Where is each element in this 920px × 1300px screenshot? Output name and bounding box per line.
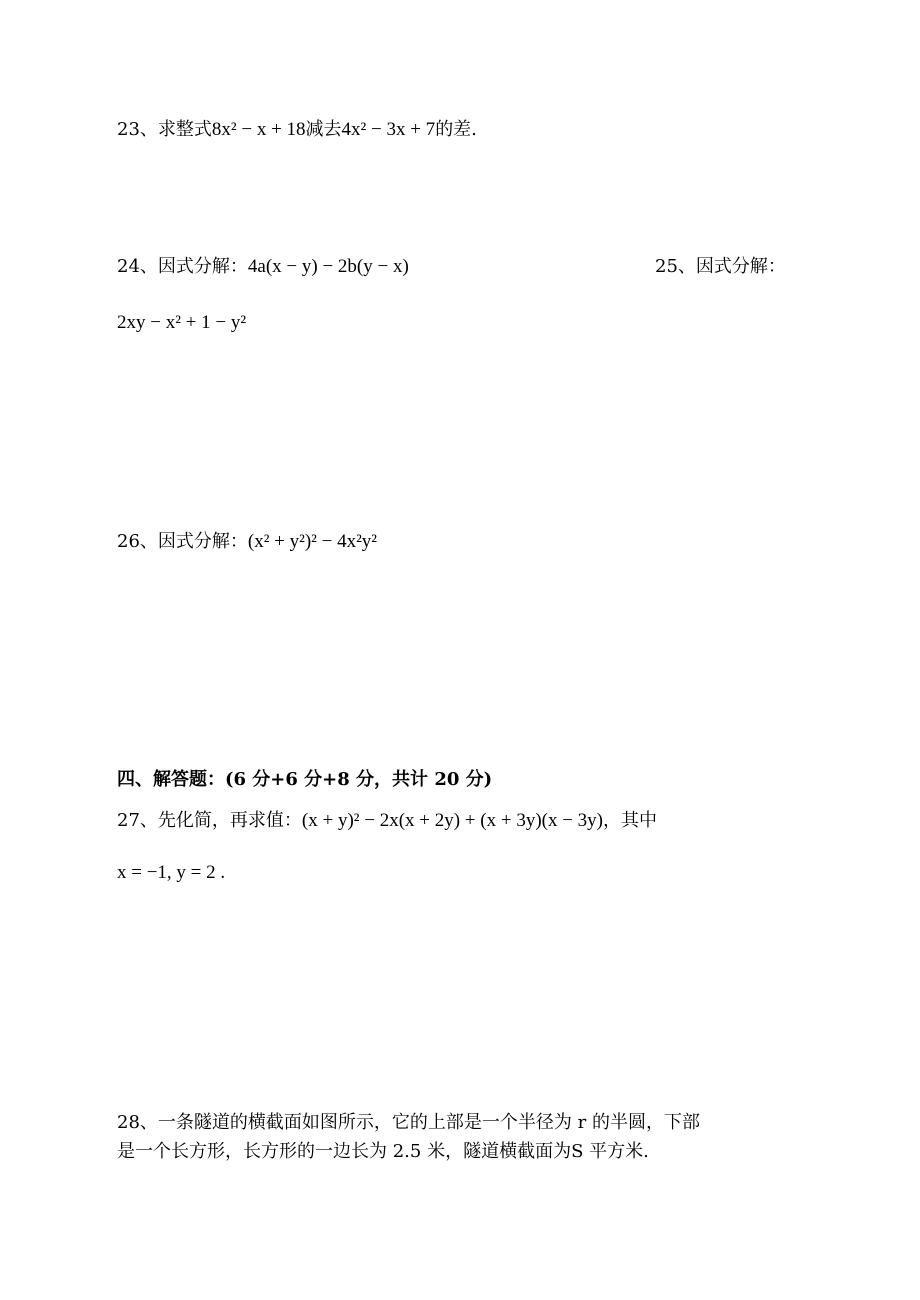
q23-expr1: 8x² − x + 18 [211,119,306,140]
q27-expr: (x + y)² − 2x(x + 2y) + (x + 3y)(x − 3y) [301,810,604,831]
q26-expr: (x² + y²)² − 4x²y² [247,531,377,552]
question-23 [117,118,477,142]
q27-prefix: 先化简，再求值： [157,810,302,831]
q24-expr: 4a(x − y) − 2b(y − x) [247,256,409,277]
question-25-header [655,255,786,279]
q23-expr2: 4x² − 3x + 7 [341,119,436,140]
question-24 [117,255,409,279]
q24-number: 24、 [117,256,158,277]
section-4-heading: 四、解答题：(6 分+6 分+8 分，共计 20 分) [117,769,493,790]
q23-suffix: 的差. [435,119,477,140]
q26-number: 26、 [117,531,158,552]
q23-number: 23、 [117,119,158,140]
q25-number: 25、 [655,256,696,277]
q23-prefix: 求整式 [157,119,212,140]
q24-prefix: 因式分解： [157,256,248,277]
question-28-line-1: 28、一条隧道的横截面如图所示，它的上部是一个半径为 r 的半圆，下部 [117,1112,700,1133]
question-27-condition: x = −1, y = 2 . [117,862,226,883]
q25-prefix: 因式分解： [695,256,786,277]
question-27 [117,809,657,833]
question-28-line-2: 是一个长方形，长方形的一边长为 2.5 米，隧道横截面为S 平方米. [117,1141,649,1162]
q26-prefix: 因式分解： [157,531,248,552]
q23-middle: 减去 [305,119,342,140]
question-26 [117,530,377,554]
q27-suffix: ，其中 [603,810,658,831]
question-25-expression: 2xy − x² + 1 − y² [117,312,247,333]
q27-number: 27、 [117,810,158,831]
